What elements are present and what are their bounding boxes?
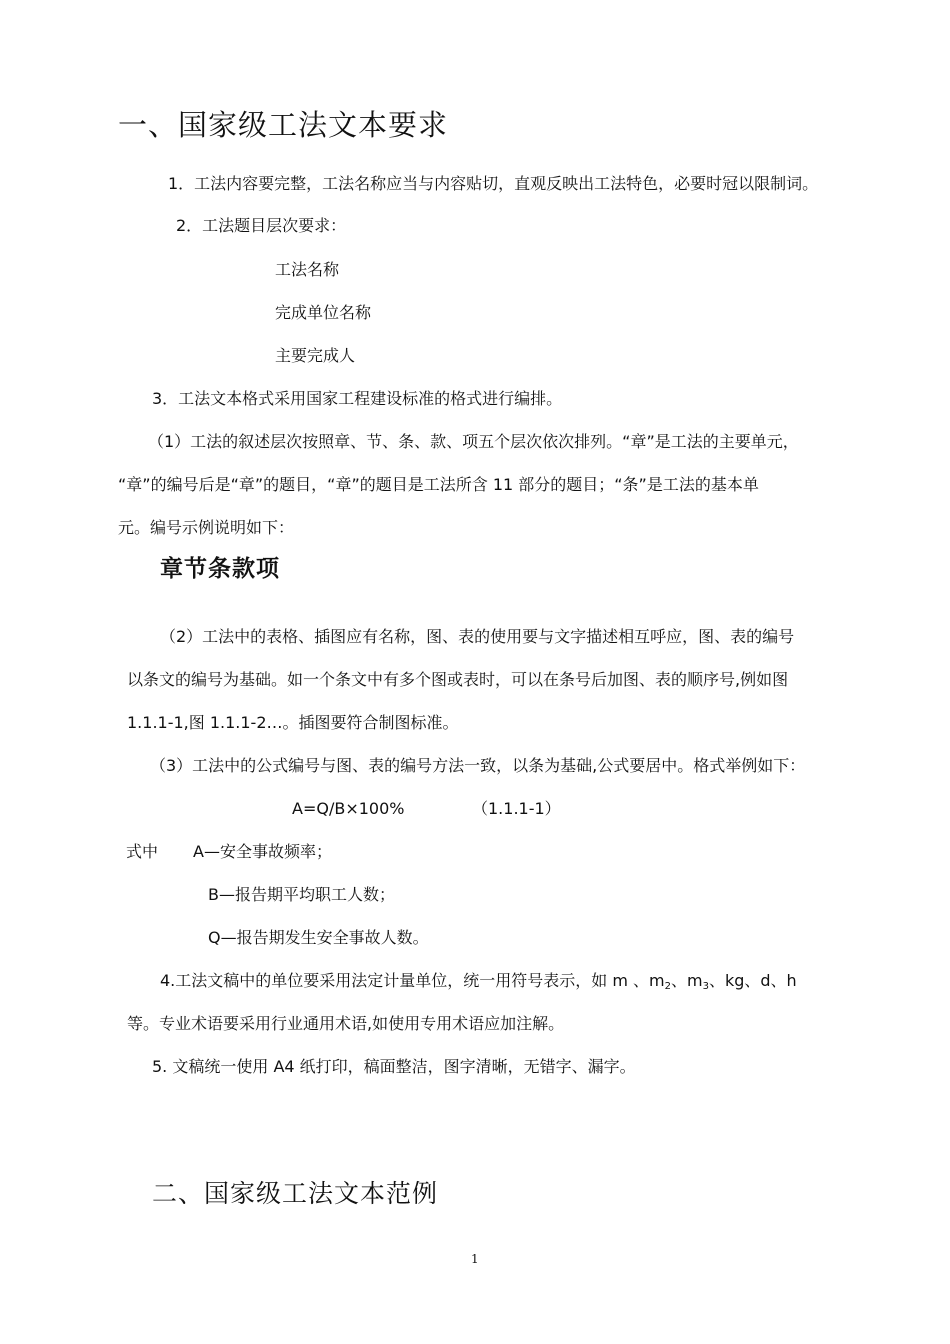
item-4-line-1-part-b: 、kg、d、h bbox=[708, 971, 797, 990]
formula: A=Q/B×100% bbox=[292, 799, 405, 818]
item-3-2-line-3: 1.1.1-1,图 1.1.1-2…。插图要符合制图标准。 bbox=[127, 713, 459, 732]
item-3-1-line-3: 元。编号示例说明如下： bbox=[118, 518, 295, 537]
item-5-text: 5. 文稿统一使用 A4 纸打印，稿面整洁，图字清晰，无错字、漏字。 bbox=[152, 1057, 636, 1076]
section-2-heading: 二、国家级工法文本范例 bbox=[152, 1179, 439, 1208]
item-4-line-1-mid: 、m bbox=[671, 971, 703, 990]
example-heading: 章节条款项 bbox=[160, 556, 280, 582]
item-4-line-1 bbox=[160, 971, 797, 992]
formula-number: （1.1.1-1） bbox=[472, 799, 561, 818]
title-level-1: 工法名称 bbox=[275, 260, 340, 279]
page-number: 1 bbox=[471, 1252, 479, 1266]
where-label: 式中 bbox=[126, 842, 159, 861]
item-4-line-1-part-a: 4.工法文稿中的单位要采用法定计量单位，统一用符号表示，如 m 、m bbox=[160, 971, 665, 990]
item-4-sub-3: 3 bbox=[702, 981, 709, 992]
item-3-1-line-1: （1）工法的叙述层次按照章、节、条、款、项五个层次依次排列。“章”是工法的主要单元， bbox=[148, 432, 799, 451]
item-4-line-2: 等。专业术语要采用行业通用术语,如使用专用术语应加注解。 bbox=[127, 1014, 565, 1033]
item-1-text: 1．工法内容要完整，工法名称应当与内容贴切，直观反映出工法特色，必要时冠以限制词。 bbox=[168, 174, 819, 193]
section-1-heading: 一、国家级工法文本要求 bbox=[118, 108, 449, 142]
item-2-text: 2．工法题目层次要求： bbox=[176, 216, 347, 235]
where-item-a: A—安全事故频率； bbox=[193, 842, 332, 861]
where-item-q: Q—报告期发生安全事故人数。 bbox=[208, 928, 429, 947]
item-3-1-line-2: “章”的编号后是“章”的题目，“章”的题目是工法所含 11 部分的题目；“条”是工法的基本单 bbox=[118, 475, 759, 494]
title-level-3: 主要完成人 bbox=[275, 346, 356, 365]
item-3-3-text: （3）工法中的公式编号与图、表的编号方法一致，以条为基础,公式要居中。格式举例如下： bbox=[150, 756, 806, 775]
item-3-text: 3．工法文本格式采用国家工程建设标准的格式进行编排。 bbox=[152, 389, 563, 408]
item-4-sub-2: 2 bbox=[664, 981, 671, 992]
item-3-2-line-2: 以条文的编号为基础。如一个条文中有多个图或表时，可以在条号后加图、表的顺序号,例如图 bbox=[127, 670, 789, 689]
where-item-b: B—报告期平均职工人数； bbox=[208, 885, 395, 904]
title-level-2: 完成单位名称 bbox=[275, 303, 372, 322]
item-3-2-line-1: （2）工法中的表格、插图应有名称，图、表的使用要与文字描述相互呼应，图、表的编号 bbox=[160, 627, 795, 646]
